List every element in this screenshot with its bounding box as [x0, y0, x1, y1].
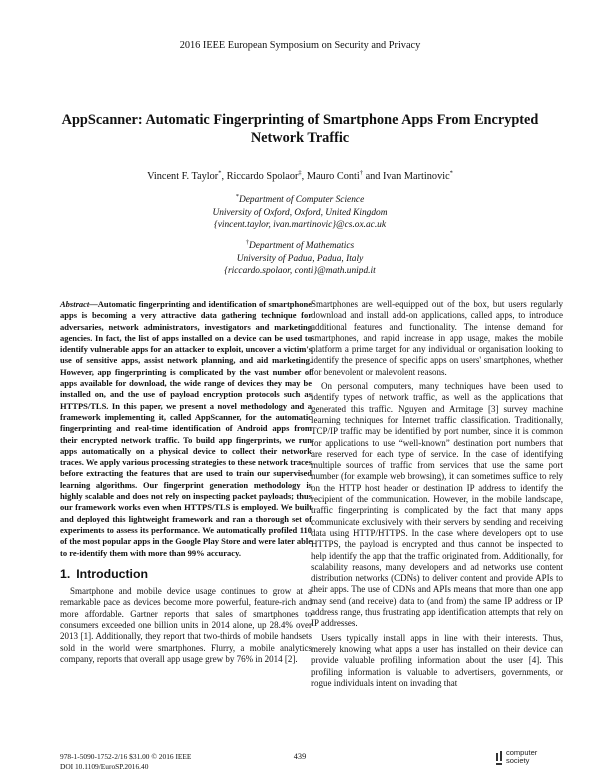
affiliation-mark: † — [245, 238, 250, 246]
author-conjunction: and — [365, 171, 381, 182]
abstract-label: Abstract — [60, 299, 90, 309]
affiliation-mark: * — [449, 169, 453, 177]
affiliation-block — [0, 194, 600, 232]
author-list: Vincent F. Taylor*, Riccardo Spolaor‡, Mauro Conti† and Ivan Martinovic* — [147, 169, 453, 182]
page-number: 439 — [293, 752, 307, 761]
affiliation-dept: Department of Computer Science — [239, 195, 365, 205]
affiliation-email: {vincent.taylor, ivan.martinovic}@cs.ox.ac.uk — [213, 220, 387, 230]
affiliation-email: {riccardo.spolaor, conti}@math.unipd.it — [224, 266, 376, 276]
logo-line: society — [506, 755, 530, 765]
paper-title: AppScanner: Automatic Fingerprinting of Smartphone Apps From Encrypted Network Traffic — [61, 112, 539, 146]
affiliation-mark: * — [218, 169, 222, 177]
body-paragraph: Smartphones are well-equipped out of the box, but users regularly download and install add-on applications, called apps, to introduce additional features and functionality. The intense demand for smartphones, and rapid increase in app usage, makes the mobile platform a prime target for any individual or organisation looking to identify the presence of specific apps on users' smartphones, whether for benevolent or malevolent reasons. — [311, 299, 563, 377]
affiliation-mark: ‡ — [298, 169, 302, 177]
left-column — [60, 299, 312, 668]
affiliation-org: University of Padua, Padua, Italy — [236, 253, 364, 264]
author-name: Vincent F. Taylor — [147, 171, 219, 182]
isbn-line: 978-1-5090-1752-2/16 $31.00 © 2016 IEEE — [60, 752, 192, 761]
doi-line: DOI 10.1109/EuroSP.2016.40 — [60, 761, 149, 771]
section-heading — [60, 566, 312, 581]
affiliation-org: University of Oxford, Oxford, United Kingdom — [212, 207, 388, 218]
author-name: Ivan Martinovic — [383, 171, 450, 182]
author-name: Riccardo Spolaor — [226, 171, 299, 182]
body-paragraph: Users typically install apps in line with their interests. Thus, merely knowing what apps a user has installed on their device can provide valuable profiling information about the user [4]. This profiling information is valuable to advertisers, governments, or rogue individuals intent on invading that — [311, 632, 563, 688]
body-paragraph: Smartphone and mobile device usage continues to grow at a remarkable pace as devices become more powerful, feature-rich and more affordable. Gartner reports that sales of smartphones to consumers exceeded one billion units in 2014 alone, up 28.4% over 2013 [1]. Additionally, they report that two-thirds of mobile handsets sold in the world were smartphones. Flurry, a mobile analytics company, reports that overall app usage grew by 76% in 2014 [2]. — [60, 586, 312, 664]
abstract-text: —Automatic fingerprinting and identification of smartphone apps is becoming a very attractive data gathering technique for adversaries, network administrators, investigators and marketing agencies. In fact, the list of apps installed on a device can be used to identify vulnerable apps for an attacker to exploit, uncover a victim's use of sensitive apps, assist network planning, and aid marketing. However, app fingerprinting is complicated by the vast number of apps available for download, the wide range of devices they may be installed on, and the use of payload encryption protocols such as HTTPS/TLS. In this paper, we present a novel methodology and a framework implementing it, called AppScanner, for the automatic fingerprinting and real-time identification of Android apps from their encrypted network traffic. To build app fingerprints, we run apps automatically on a physical device to collect their network traces. We apply various processing strategies to these network traces before extracting the features that are used to train our supervised learning algorithms. Our fingerprint generation methodology is highly scalable and does not rely on inspecting packet payloads; thus our framework works even when HTTPS/TLS is employed. We built and deployed this lightweight framework and ran a thorough set of experiments to assess its performance. We automatically profiled 110 of the most popular apps in the Google Play Store and were later able to re-identify them with more than 99% accuracy. — [60, 299, 312, 558]
section-title: Introduction — [76, 566, 148, 581]
conference-header: 2016 IEEE European Symposium on Security and Privacy — [179, 40, 421, 51]
computer-society-icon — [494, 749, 506, 771]
section-number: 1. — [60, 566, 71, 581]
body-paragraph: On personal computers, many techniques have been used to identify types of network traffic, as well as the applications that generated this traffic. Nguyen and Armitage [3] survey machine learning techniques for Internet traffic classification. Traditionally, TCP/IP traffic may be identified by port number, since it is common for applications to use “well-known” destination port numbers that are reserved for each type of service. In the case of identifying multiple sources of traffic from services that use the same port number (for example web browsing), it can sometimes suffice to rely on the HTTP host header or destination IP address to identify the recipient of the communication. However, in the mobile landscape, traffic fingerprinting is complicated by the fact that many apps communicate exclusively with their servers by sending and receiving data using HTTP/HTTPS. In the case where developers opt to use HTTPS, the payload is encrypted and thus cannot be inspected to help identify the app that the traffic originated from. Additionally, for scalability reasons, many developers and ad networks use content distribution networks (CDNs) to deliver content and provide APIs to their apps. The use of CDNs and APIs means that more than one app may send (and receive) data to (and from) the same IP address or IP address range, thus frustrating app identification attempts that rely on IP addresses. — [311, 381, 563, 629]
right-column — [311, 299, 563, 692]
abstract — [60, 299, 312, 559]
logo-text — [506, 749, 537, 764]
affiliation-block — [0, 240, 600, 278]
author-name: Mauro Conti — [306, 171, 360, 182]
logo-line: computer — [506, 748, 538, 757]
affiliation-mark: * — [235, 192, 239, 200]
computer-society-logo — [494, 749, 546, 771]
affiliation-dept: Department of Mathematics — [249, 241, 355, 251]
affiliation-mark: † — [359, 169, 363, 177]
